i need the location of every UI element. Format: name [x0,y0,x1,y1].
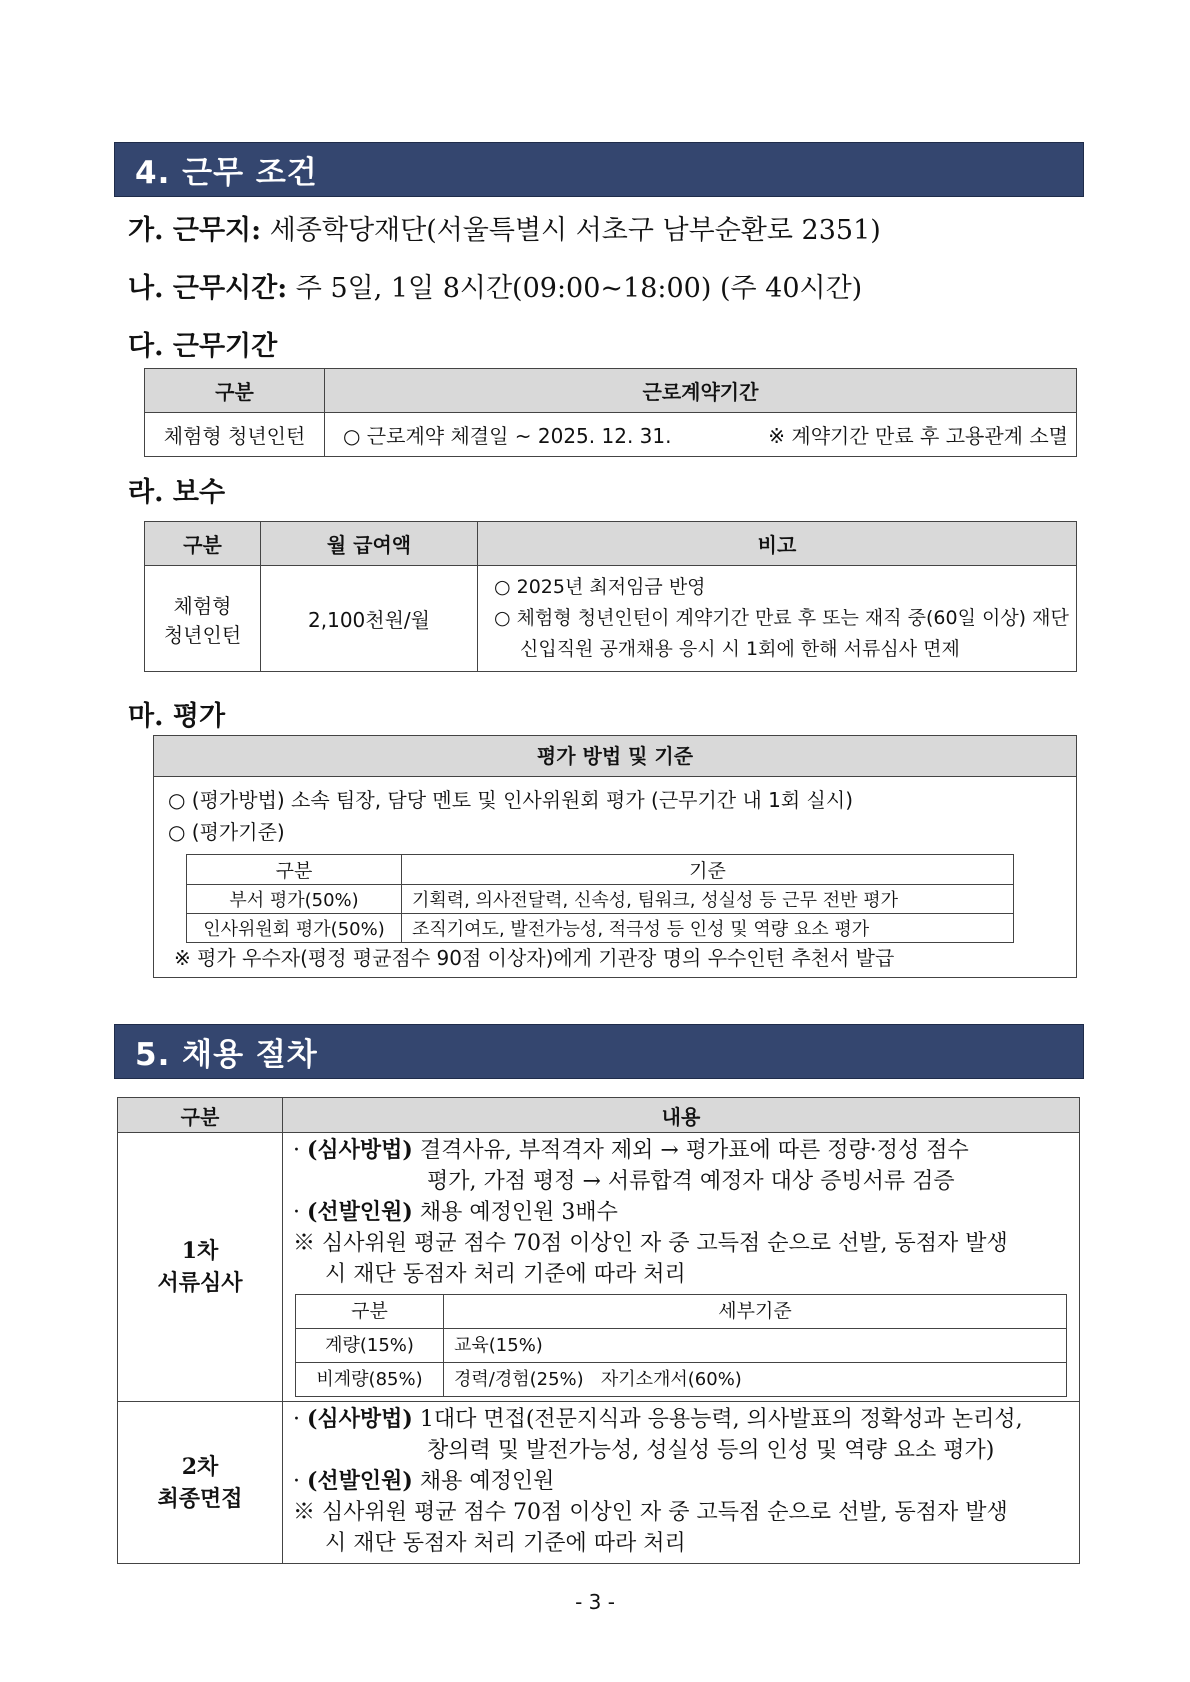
salary-notes [478,566,1077,672]
stage-2-content [283,1402,1080,1564]
evaluation-label: 마. 평가 [128,701,226,732]
salary-note-2: ○ 체험형 청년인턴이 계약기간 만료 후 또는 재직 중(60일 이상) 재단 [494,607,1069,629]
section-5-header [114,1024,1084,1079]
table-header: 기준 [402,855,1014,885]
stage-1-note: ※ 심사위원 평균 점수 70점 이상인 자 중 고득점 순으로 선발, 동점자 발생 [293,1231,1008,1256]
salary-table [144,521,1077,672]
method-key: (심사방법) [307,1406,413,1432]
period-row-content [325,413,1077,457]
stage-1-criteria-table [295,1294,1067,1397]
period-value: ○ 근로계약 체결일 ~ 2025. 12. 31. [343,424,672,448]
method-key: (심사방법) [307,1137,413,1163]
table-header: 구분 [296,1295,444,1329]
workplace-label: 가. 근무지: [128,215,262,246]
table-header: 구분 [145,522,261,566]
stage-2-note: ※ 심사위원 평균 점수 70점 이상인 자 중 고득점 순으로 선발, 동점자 발생 [293,1500,1008,1525]
stage-1-label-1: 1차 [181,1238,219,1264]
evaluation-criteria-label: ○ (평가기준) [168,820,285,844]
table-header: 월 급여액 [261,522,478,566]
evaluation-box [153,735,1077,978]
table-header: 비고 [478,522,1077,566]
criteria-row-label: 계량(15%) [296,1329,444,1363]
period-note: ※ 계약기간 만료 후 고용관계 소멸 [768,424,1068,448]
stage-1-label-2: 서류심사 [157,1270,243,1296]
select-text: 채용 예정인원 3배수 [419,1200,618,1225]
section-5-title: 5. 채용 절차 [135,1037,318,1073]
select-key: (선발인원) [307,1199,413,1225]
period-row-label: 체험형 청년인턴 [145,413,325,457]
work-period-table [144,368,1077,457]
stage-2-method-cont: 창의력 및 발전가능성, 성실성 등의 인성 및 역량 요소 평가) [427,1438,995,1463]
method-text: 결격사유, 부적격자 제외 → 평가표에 따른 정량·정성 점수 [419,1138,969,1163]
evaluation-note: ※ 평가 우수자(평정 평균점수 90점 이상자)에게 기관장 명의 우수인턴 추천서 발급 [174,946,895,970]
stage-2-note-cont: 시 재단 동점자 처리 기준에 따라 처리 [325,1531,686,1556]
table-header: 내용 [283,1098,1080,1133]
evaluation-box-header: 평가 방법 및 기준 [154,736,1076,777]
stage-1-select: · (선발인원) 채용 예정인원 3배수 [293,1199,618,1225]
salary-amount: 2,100천원/월 [261,566,478,672]
stage-2-label-1: 2차 [181,1453,219,1480]
stage-1-content [283,1133,1080,1402]
workplace-value: 세종학당재단(서울특별시 서초구 남부순환로 2351) [269,215,881,246]
table-header: 근로계약기간 [325,369,1077,413]
work-hours-label: 나. 근무시간: [128,273,288,304]
salary-row-label-2: 청년인턴 [163,622,242,647]
page-number: - 3 - [575,1590,615,1614]
salary-note-3: 신입직원 공개채용 응시 시 1회에 한해 서류심사 면제 [520,638,960,660]
select-key: (선발인원) [307,1468,413,1494]
salary-heading [128,470,225,509]
section-4-title: 4. 근무 조건 [135,155,318,191]
evaluation-criteria-table [186,854,1014,943]
criteria-row-label: 인사위원회 평가(50%) [187,914,402,943]
work-period-label: 다. 근무기간 [128,331,278,362]
criteria-row-value: 경력/경험(25%) 자기소개서(60%) [444,1363,1067,1397]
table-header: 구분 [118,1098,283,1133]
workplace-line [128,208,881,247]
method-text: 1대다 면접(전문지식과 응용능력, 의사발표의 정확성과 논리성, [419,1407,1023,1432]
criteria-row-label: 비계량(85%) [296,1363,444,1397]
salary-row-label-1: 체험형 [173,593,232,618]
stage-2-method: · (심사방법) 1대다 면접(전문지식과 응용능력, 의사발표의 정확성과 논리성, [293,1406,1023,1432]
criteria-row-label: 부서 평가(50%) [187,885,402,914]
work-hours-value: 주 5일, 1일 8시간(09:00~18:00) (주 40시간) [295,273,863,304]
work-period-heading [128,324,277,363]
select-text: 채용 예정인원 [419,1469,555,1494]
stage-1-note-cont: 시 재단 동점자 처리 기준에 따라 처리 [325,1262,686,1287]
table-header: 세부기준 [444,1295,1067,1329]
table-header: 구분 [187,855,402,885]
evaluation-heading [128,694,225,733]
stage-1-method: · (심사방법) 결격사유, 부적격자 제외 → 평가표에 따른 정량·정성 점수 [293,1137,969,1163]
recruitment-table [117,1097,1080,1564]
stage-2-select: · (선발인원) 채용 예정인원 [293,1468,555,1494]
section-4-header [114,142,1084,197]
stage-2-label-2: 최종면접 [157,1485,243,1512]
criteria-row-value: 조직기여도, 발전가능성, 적극성 등 인성 및 역량 요소 평가 [402,914,1014,943]
salary-note-1: ○ 2025년 최저임금 반영 [494,576,706,598]
stage-1-label [118,1133,283,1402]
salary-label: 라. 보수 [128,477,226,508]
criteria-row-value: 기획력, 의사전달력, 신속성, 팀워크, 성실성 등 근무 전반 평가 [402,885,1014,914]
work-hours-line [128,266,862,305]
salary-row-label [145,566,261,672]
table-header: 구분 [145,369,325,413]
evaluation-method: ○ (평가방법) 소속 팀장, 담당 멘토 및 인사위원회 평가 (근무기간 내 1회 실시) [168,788,853,812]
stage-2-label [118,1402,283,1564]
criteria-row-value: 교육(15%) [444,1329,1067,1363]
stage-1-method-cont: 평가, 가점 평정 → 서류합격 예정자 대상 증빙서류 검증 [427,1169,955,1194]
